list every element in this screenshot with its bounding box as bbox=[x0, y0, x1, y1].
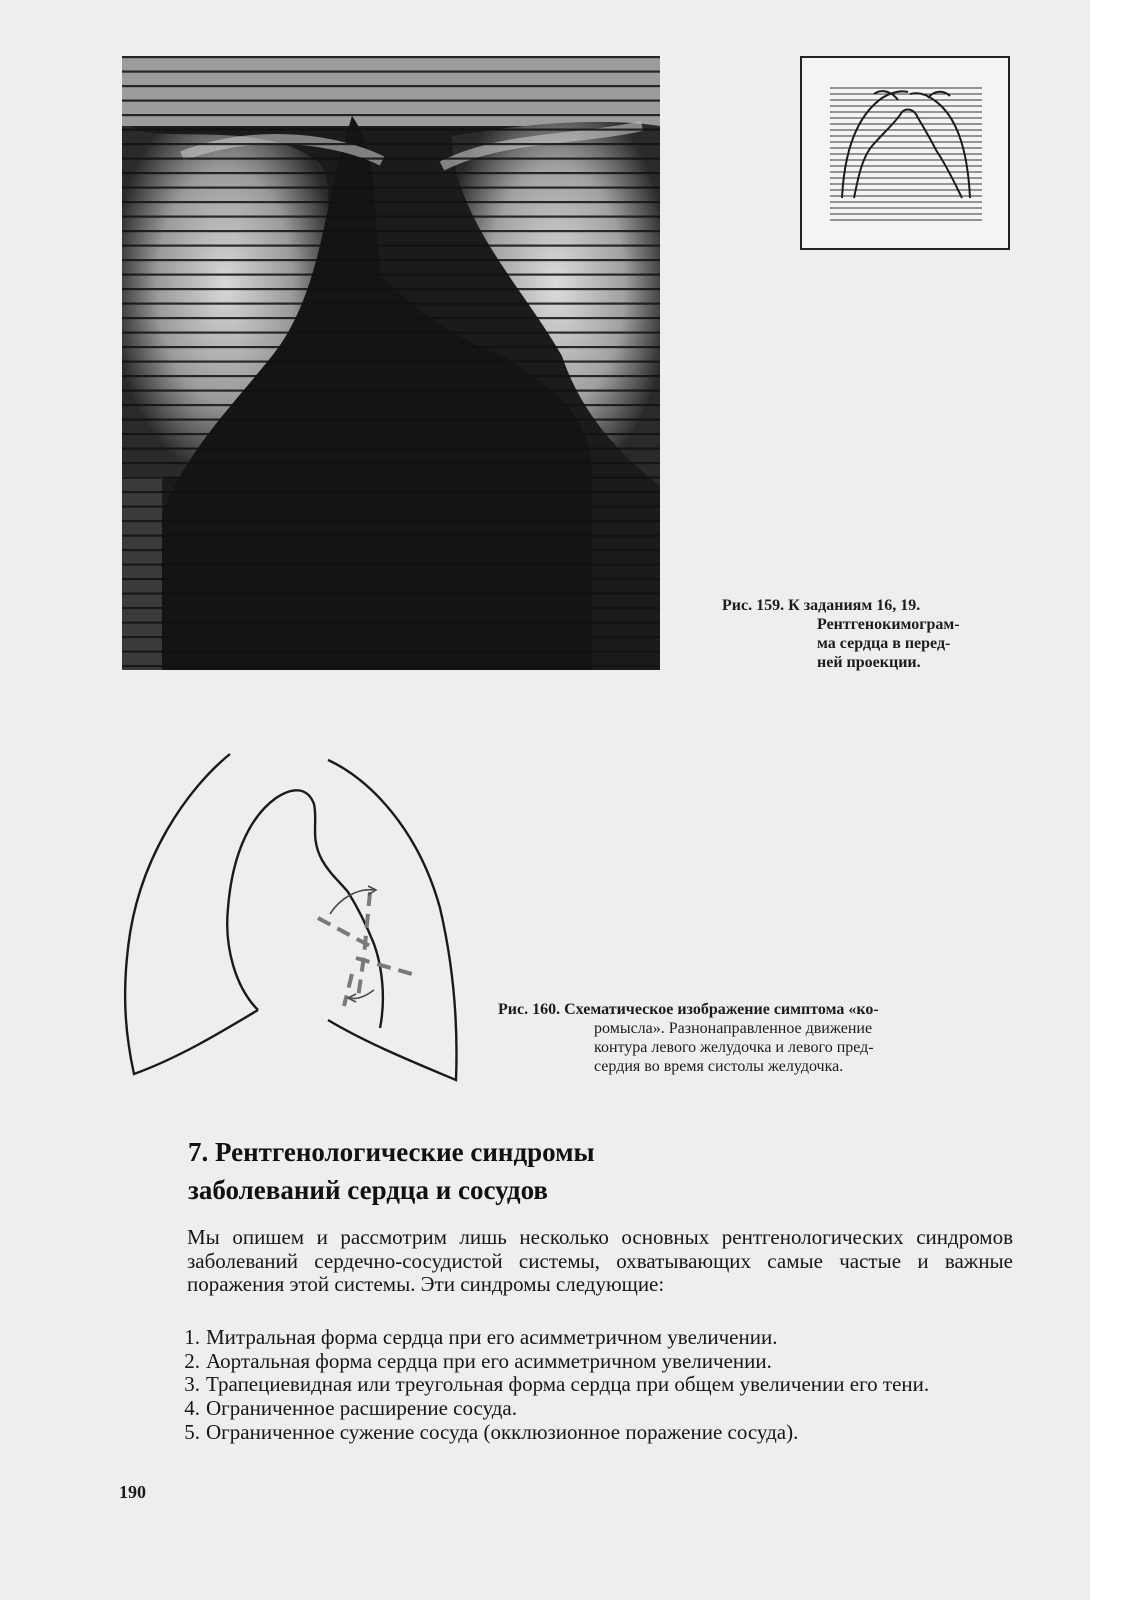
list-item-number: 1. bbox=[184, 1325, 200, 1349]
list-item bbox=[168, 1326, 1013, 1350]
figure-160-caption-line: сердия во время систолы желудочка. bbox=[594, 1058, 844, 1075]
figure-160-caption bbox=[498, 1000, 1014, 1076]
intro-paragraph bbox=[187, 1226, 1013, 1297]
figure-159-caption bbox=[722, 596, 1012, 672]
syndrome-list bbox=[168, 1326, 1013, 1445]
xray-drawing bbox=[122, 56, 660, 670]
list-item-text: Митральная форма сердца при его асимметричном увеличении. bbox=[206, 1325, 778, 1349]
rocker-symptom-drawing bbox=[118, 748, 470, 1088]
figure-159-caption-line: ней проекции. bbox=[817, 654, 921, 671]
figure-159-caption-line: ма сердца в перед- bbox=[817, 635, 951, 652]
intro-paragraph-text: Мы опишем и рассмотрим лишь несколько основных рентгенологических синдромов заболеваний сердечно-сосудистой системы, охватывающих самые частые и важные поражения этой системы. Эти синдромы следующие: bbox=[187, 1225, 1013, 1296]
figure-160-caption-line: контура левого желудочка и левого пред- bbox=[594, 1039, 874, 1056]
xray-kymogram-image bbox=[122, 56, 660, 670]
figure-160-caption-line: Схематическое изображение симптома «ко- bbox=[564, 1001, 879, 1018]
list-item-number: 5. bbox=[184, 1419, 200, 1444]
list-item-number: 2. bbox=[184, 1348, 200, 1373]
kymogram-schematic-drawing bbox=[802, 58, 1008, 248]
list-item bbox=[168, 1373, 1013, 1397]
list-item bbox=[168, 1421, 1013, 1445]
section-heading bbox=[188, 1133, 888, 1209]
list-item-text: Ограниченное расширение сосуда. bbox=[206, 1396, 518, 1421]
rocker-symptom-schematic bbox=[118, 748, 470, 1088]
list-item-text: Ограниченное сужение сосуда (окклюзионное поражение сосуда). bbox=[206, 1419, 799, 1444]
figure-160-caption-line: ромысла». Разнонаправленное движение bbox=[594, 1020, 873, 1037]
list-item-text: Трапециевидная или треугольная форма сердца при общем увеличении его тени. bbox=[206, 1372, 930, 1397]
section-heading-line-1: 7. Рентгенологические синдромы bbox=[188, 1137, 595, 1167]
figure-159-caption-line: К заданиям 16, 19. bbox=[788, 597, 921, 614]
list-item-text: Аортальная форма сердца при его асимметричном увеличении. bbox=[206, 1348, 772, 1373]
section-heading-line-2: заболеваний сердца и сосудов bbox=[188, 1175, 548, 1205]
page-number: 190 bbox=[119, 1482, 146, 1502]
kymogram-schematic bbox=[800, 56, 1010, 250]
list-item bbox=[168, 1397, 1013, 1421]
figure-159-caption-line: Рентгенокимограм- bbox=[817, 616, 960, 633]
list-item-number: 4. bbox=[184, 1396, 200, 1421]
figure-159-number: Рис. 159. bbox=[722, 597, 785, 614]
list-item bbox=[168, 1350, 1013, 1374]
list-item-number: 3. bbox=[184, 1372, 200, 1397]
figure-160-number: Рис. 160. bbox=[498, 1001, 561, 1018]
